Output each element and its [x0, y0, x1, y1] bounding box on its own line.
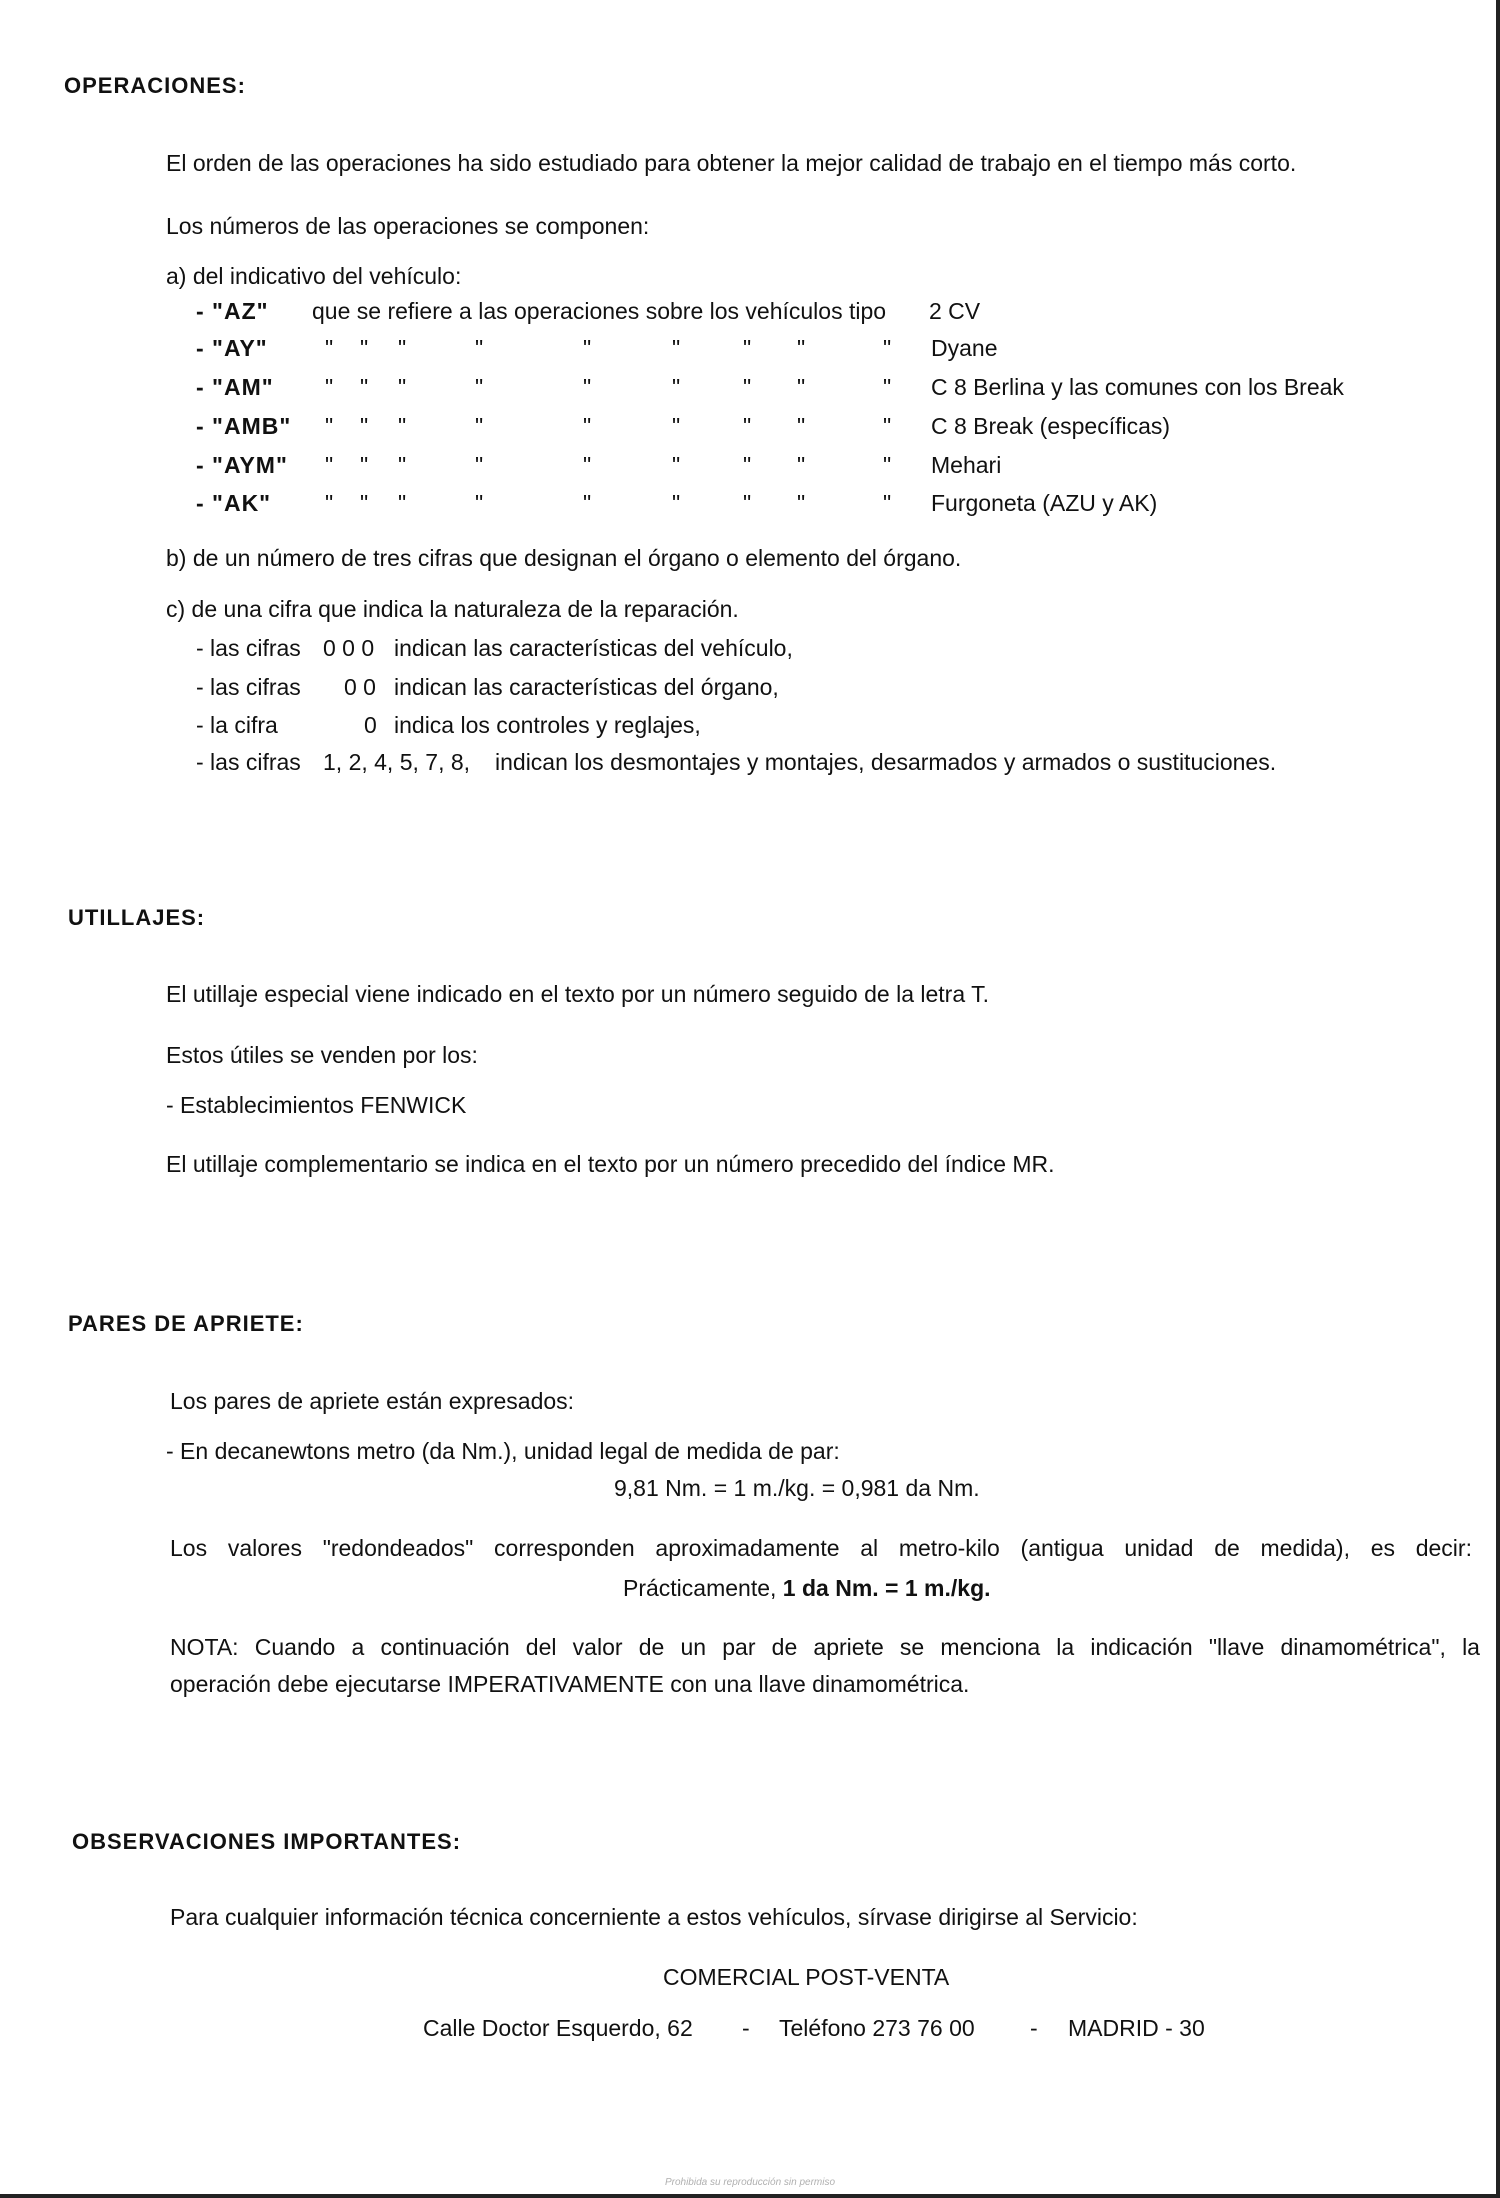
ditto-mark: "	[583, 335, 592, 361]
ditto-mark: "	[325, 452, 334, 478]
ditto-mark: "	[475, 490, 484, 516]
ditto-mark: "	[883, 374, 892, 400]
cifras-digits: 0 0	[344, 674, 376, 700]
ditto-mark: "	[475, 452, 484, 478]
ditto-mark: "	[360, 490, 369, 516]
utillajes-p3: - Establecimientos FENWICK	[166, 1092, 467, 1118]
ditto-mark: "	[325, 335, 334, 361]
ditto-mark: "	[672, 413, 681, 439]
ditto-mark: "	[325, 490, 334, 516]
heading-operaciones: OPERACIONES:	[64, 73, 246, 98]
vehicle-model: C 8 Berlina y las comunes con los Break	[931, 374, 1344, 400]
ditto-mark: "	[743, 452, 752, 478]
ditto-mark: "	[583, 452, 592, 478]
vehicle-model: Furgoneta (AZU y AK)	[931, 490, 1158, 516]
pares-nota-line1: NOTA: Cuando a continuación del valor de un par de apriete se menciona la indicación "llave dinamométrica", la	[170, 1634, 1480, 1660]
utillajes-p1: El utillaje especial viene indicado en el texto por un número seguido de la letra T.	[166, 981, 989, 1007]
observaciones-address: Calle Doctor Esquerdo, 62	[423, 2015, 693, 2041]
ditto-mark: "	[672, 452, 681, 478]
ditto-mark: "	[883, 452, 892, 478]
ditto-mark: "	[797, 413, 806, 439]
observaciones-p1: Para cualquier información técnica concerniente a estos vehículos, sírvase dirigirse al Servicio:	[170, 1904, 1138, 1930]
vehicle-code: - "AMB"	[196, 413, 292, 439]
ditto-mark: "	[883, 490, 892, 516]
operaciones-numeros: Los números de las operaciones se componen:	[166, 213, 650, 239]
observaciones-sep-2: -	[1030, 2015, 1038, 2041]
ditto-mark: "	[743, 490, 752, 516]
ditto-mark: "	[797, 452, 806, 478]
ditto-mark: "	[797, 374, 806, 400]
heading-observaciones: OBSERVACIONES IMPORTANTES:	[72, 1829, 462, 1854]
ditto-mark: "	[360, 413, 369, 439]
utillajes-p4: El utillaje complementario se indica en el texto por un número precedido del índice MR.	[166, 1151, 1055, 1177]
footer-note: Prohibida su reproducción sin permiso	[664, 2177, 836, 2188]
ditto-mark: "	[797, 335, 806, 361]
cifras-label: - las cifras	[196, 674, 301, 700]
observaciones-phone: Teléfono 273 76 00	[779, 2015, 975, 2041]
observaciones-city: MADRID - 30	[1068, 2015, 1205, 2041]
vehicle-desc: que se refiere a las operaciones sobre los vehículos tipo	[312, 298, 887, 324]
pares-practicamente	[623, 1574, 991, 1603]
pares-nota-line2: operación debe ejecutarse IMPERATIVAMENTE con una llave dinamométrica.	[170, 1671, 970, 1697]
operaciones-intro: El orden de las operaciones ha sido estudiado para obtener la mejor calidad de trabajo en el tiempo más corto.	[166, 150, 1297, 176]
ditto-mark: "	[743, 374, 752, 400]
vehicle-code: - "AM"	[196, 374, 274, 400]
pares-p1: Los pares de apriete están expresados:	[170, 1388, 575, 1414]
cifras-text: indican las características del órgano,	[394, 674, 779, 700]
ditto-mark: "	[797, 490, 806, 516]
ditto-mark: "	[883, 335, 892, 361]
ditto-mark: "	[398, 335, 407, 361]
utillajes-p2: Estos útiles se venden por los:	[166, 1042, 478, 1068]
ditto-mark: "	[475, 335, 484, 361]
vehicle-code: - "AK"	[196, 490, 272, 516]
ditto-mark: "	[398, 374, 407, 400]
ditto-mark: "	[360, 335, 369, 361]
ditto-mark: "	[325, 374, 334, 400]
ditto-mark: "	[475, 374, 484, 400]
observaciones-dept: COMERCIAL POST-VENTA	[663, 1964, 950, 1990]
cifras-text: indican las características del vehículo,	[394, 635, 793, 661]
ditto-mark: "	[743, 335, 752, 361]
pares-p3: Los valores "redondeados" corresponden aproximadamente al metro-kilo (antigua unidad de medida), es decir:	[170, 1535, 1472, 1561]
ditto-mark: "	[743, 413, 752, 439]
vehicle-model: 2 CV	[929, 298, 981, 324]
operaciones-b: b) de un número de tres cifras que designan el órgano o elemento del órgano.	[166, 545, 962, 571]
ditto-mark: "	[475, 413, 484, 439]
cifras-text: indica los controles y reglajes,	[394, 712, 701, 738]
ditto-mark: "	[583, 374, 592, 400]
ditto-mark: "	[398, 452, 407, 478]
vehicle-code: - "AZ"	[196, 298, 269, 324]
vehicle-code: - "AY"	[196, 335, 268, 361]
vehicle-code: - "AYM"	[196, 452, 288, 478]
ditto-mark: "	[672, 374, 681, 400]
heading-pares: PARES DE APRIETE:	[68, 1311, 304, 1336]
vehicle-model: C 8 Break (específicas)	[931, 413, 1171, 439]
cifras-label: - las cifras	[196, 749, 301, 775]
vehicle-model: Mehari	[931, 452, 1002, 478]
ditto-mark: "	[325, 413, 334, 439]
ditto-mark: "	[360, 452, 369, 478]
cifras-label: - las cifras	[196, 635, 301, 661]
ditto-mark: "	[398, 490, 407, 516]
ditto-mark: "	[672, 335, 681, 361]
vehicle-model: Dyane	[931, 335, 998, 361]
operaciones-c: c) de una cifra que indica la naturaleza de la reparación.	[166, 596, 739, 622]
ditto-mark: "	[883, 413, 892, 439]
operaciones-a: a) del indicativo del vehículo:	[166, 263, 462, 289]
practicamente-value: 1 da Nm. = 1 m./kg.	[782, 1575, 991, 1601]
ditto-mark: "	[583, 490, 592, 516]
observaciones-sep-1: -	[742, 2015, 750, 2041]
ditto-mark: "	[398, 413, 407, 439]
cifras-digits: 0	[364, 712, 377, 738]
pares-p2: - En decanewtons metro (da Nm.), unidad legal de medida de par:	[166, 1438, 840, 1464]
cifras-label: - la cifra	[196, 712, 278, 738]
heading-utillajes: UTILLAJES:	[68, 905, 206, 930]
ditto-mark: "	[672, 490, 681, 516]
cifras-text: indican los desmontajes y montajes, desarmados y armados o sustituciones.	[495, 749, 1277, 775]
ditto-mark: "	[583, 413, 592, 439]
pares-formula: 9,81 Nm. = 1 m./kg. = 0,981 da Nm.	[614, 1475, 980, 1501]
practicamente-label: Prácticamente,	[623, 1575, 777, 1601]
cifras-digits: 0 0 0	[323, 635, 375, 661]
ditto-mark: "	[360, 374, 369, 400]
cifras-digits: 1, 2, 4, 5, 7, 8,	[323, 749, 471, 775]
